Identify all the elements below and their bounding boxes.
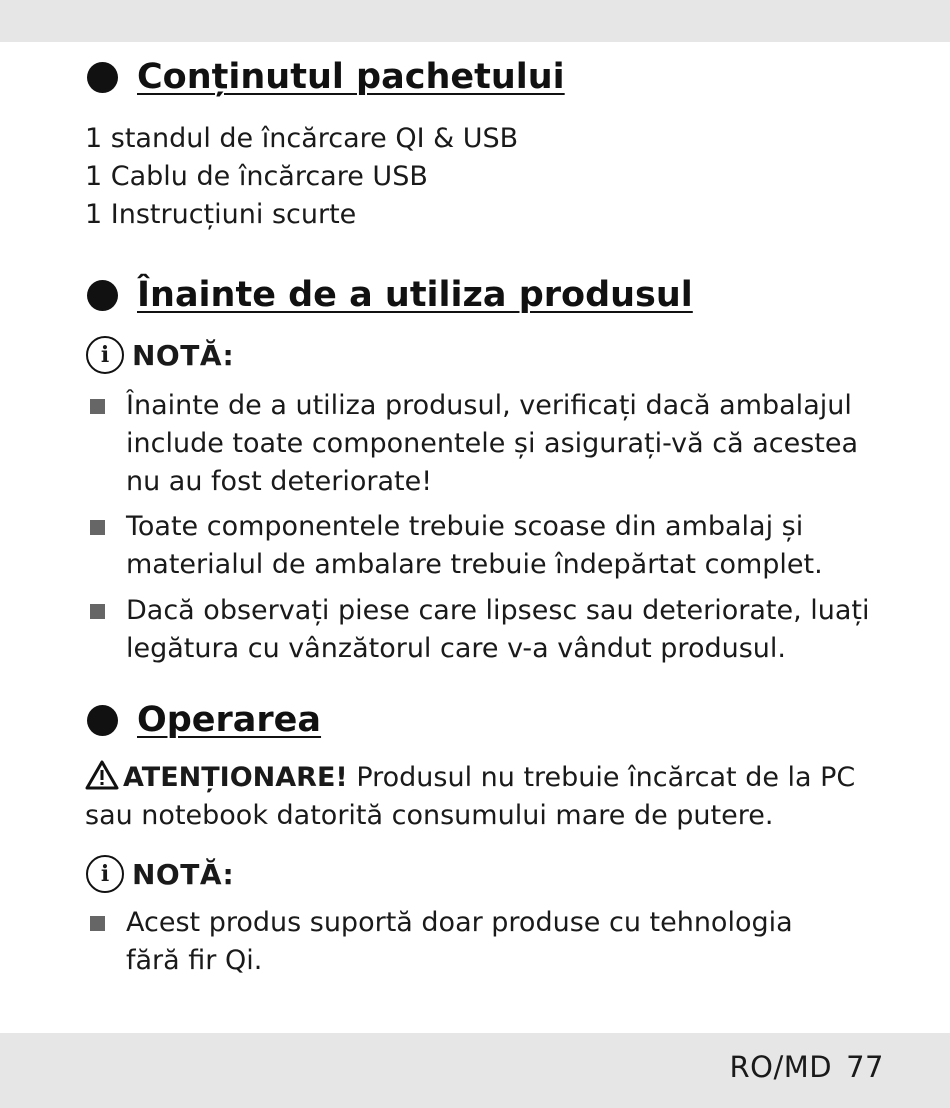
list-item-text: Înainte de a utiliza produsul, verificați dacă ambalajul include toate componentele și asigurați-vă că acestea nu au fost deteriorate! — [126, 390, 859, 497]
top-band — [0, 0, 950, 42]
heading-text: Operarea — [137, 700, 322, 740]
contents-item: 1 Cablu de încărcare USB — [85, 161, 428, 192]
info-icon: i — [86, 855, 124, 893]
list-item — [90, 508, 900, 584]
heading-text: Înainte de a utiliza produsul — [137, 275, 693, 315]
list-item-text: Toate componentele trebuie scoase din ambalaj și materialul de ambalare trebuie îndepărtat complet. — [126, 511, 823, 580]
warning-label: ATENȚIONARE! — [123, 762, 348, 793]
warning-text: Produsul nu trebuie încărcat de la PC sau notebook datorită consumului mare de putere. — [85, 762, 856, 831]
square-bullet-icon — [90, 399, 105, 414]
heading-operation — [87, 700, 321, 740]
page-footer — [729, 1050, 884, 1084]
square-bullet-icon — [90, 604, 105, 619]
footer-language: RO/MD — [729, 1050, 833, 1084]
list-item — [90, 904, 850, 980]
heading-package-contents — [87, 57, 565, 97]
list-item-text: Dacă observați piese care lipsesc sau deteriorate, luați legătura cu vânzătorul care v-a vândut produsul. — [126, 595, 870, 664]
note-label: NOTĂ: — [132, 338, 235, 372]
contents-item: 1 Instrucțiuni scurte — [85, 199, 357, 230]
note-before-use — [86, 336, 234, 374]
heading-text: Conținutul pachetului — [137, 57, 565, 97]
info-icon: i — [86, 336, 124, 374]
square-bullet-icon — [90, 520, 105, 535]
list-item — [90, 387, 900, 501]
list-item — [90, 592, 900, 668]
note-label: NOTĂ: — [132, 857, 235, 891]
warning-triangle-icon — [85, 760, 119, 790]
note-operation — [86, 855, 234, 893]
contents-item: 1 standul de încărcare QI & USB — [85, 123, 519, 154]
page-number: 77 — [846, 1050, 884, 1084]
bullet-dot-icon — [87, 280, 118, 311]
list-item-text: Acest produs suportă doar produse cu tehnologia fără fir Qi. — [126, 907, 793, 976]
bullet-dot-icon — [87, 705, 118, 736]
warning-paragraph — [85, 759, 905, 835]
heading-before-use — [87, 275, 693, 315]
bullet-dot-icon — [87, 62, 118, 93]
square-bullet-icon — [90, 916, 105, 931]
